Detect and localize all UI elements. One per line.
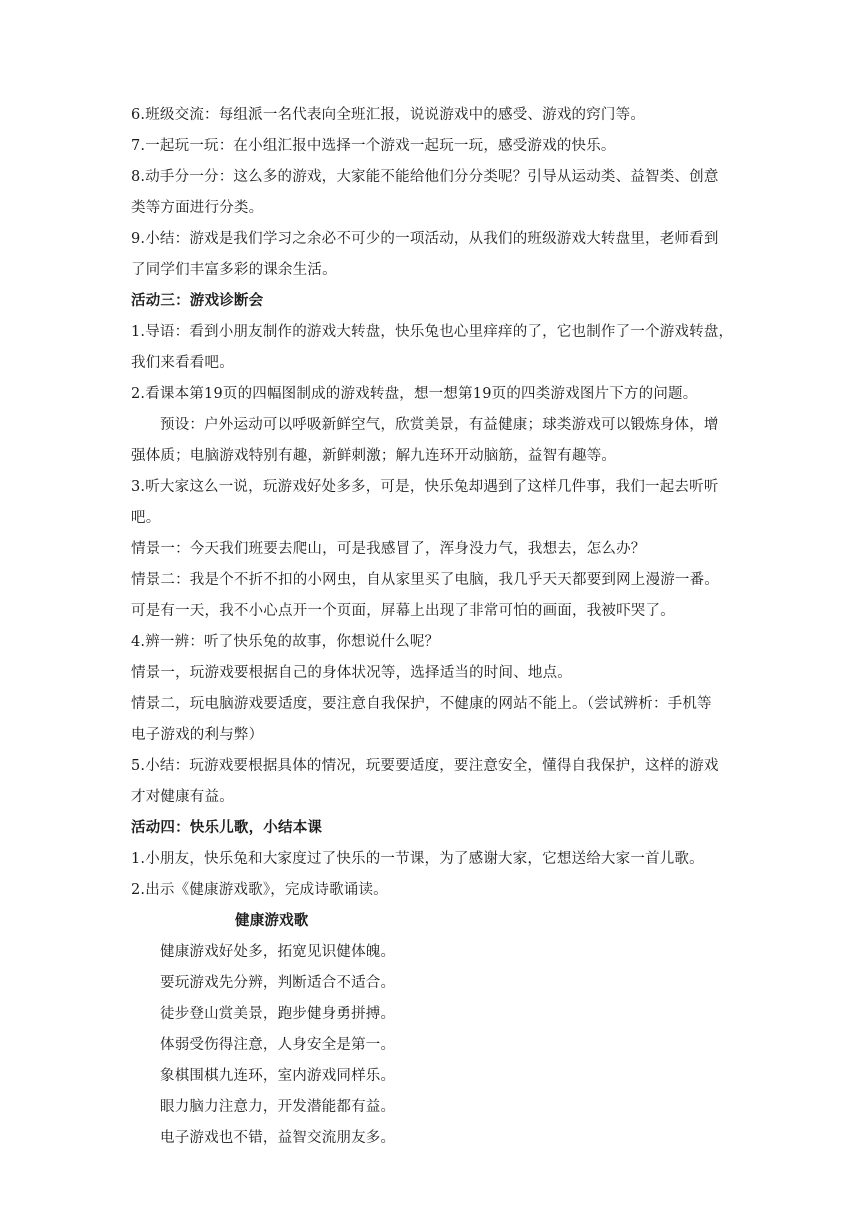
- paragraph-line: 1.导语：看到小朋友制作的游戏大转盘，快乐兔也心里痒痒的了，它也制作了一个游戏转盘，: [131, 324, 734, 340]
- paragraph-line: 8.动手分一分：这么多的游戏，大家能不能给他们分分类呢？引导从运动类、益智类、创意: [131, 169, 719, 185]
- section-heading: 活动三：游戏诊断会: [131, 293, 264, 309]
- paragraph-line: 强体质；电脑游戏特别有趣，新鲜刺激；解九连环开动脑筋，益智有趣等。: [131, 448, 617, 464]
- document-body: [131, 100, 734, 1154]
- poem-line: 眼力脑力注意力，开发潜能都有益。: [160, 1099, 396, 1115]
- paragraph-line: 情景一，玩游戏要根据自己的身体状况等，选择适当的时间、地点。: [131, 665, 572, 681]
- poem-line: 象棋围棋九连环，室内游戏同样乐。: [160, 1068, 396, 1084]
- paragraph-line: 9.小结：游戏是我们学习之余必不可少的一项活动，从我们的班级游戏大转盘里，老师看到: [131, 231, 719, 247]
- indented-paragraph-line: 预设：户外运动可以呼吸新鲜空气，欣赏美景，有益健康；球类游戏可以锻炼身体，增: [160, 417, 719, 433]
- poem-line: 电子游戏也不错，益智交流朋友多。: [160, 1130, 396, 1146]
- paragraph-line: 我们来看看吧。: [131, 355, 234, 371]
- poem-line: 体弱受伤得注意，人身安全是第一。: [160, 1037, 396, 1053]
- paragraph-line: 情景一：今天我们班要去爬山，可是我感冒了，浑身没力气，我想去，怎么办？: [131, 541, 646, 557]
- paragraph-line: 吧。: [131, 510, 161, 526]
- paragraph-line: 可是有一天，我不小心点开一个页面，屏幕上出现了非常可怕的画面，我被吓哭了。: [131, 603, 675, 619]
- poem-line: 健康游戏好处多，拓宽见识健体魄。: [160, 944, 396, 960]
- paragraph-line: 6.班级交流：每组派一名代表向全班汇报，说说游戏中的感受、游戏的窍门等。: [131, 107, 646, 123]
- paragraph-line: 4.辨一辨：听了快乐兔的故事，你想说什么呢？: [131, 634, 440, 650]
- paragraph-line: 情景二：我是个不折不扣的小网虫，自从家里买了电脑，我几乎天天都要到网上漫游一番。: [131, 572, 719, 588]
- paragraph-line: 才对健康有益。: [131, 789, 234, 805]
- paragraph-line: 情景二，玩电脑游戏要适度，要注意自我保护，不健康的网站不能上。（尝试辨析：手机等: [131, 696, 712, 712]
- poem-title: 健康游戏歌: [235, 913, 309, 929]
- paragraph-line: 2.看课本第19页的四幅图制成的游戏转盘，想一想第19页的四类游戏图片下方的问题。: [131, 386, 698, 402]
- paragraph-line: 3.听大家这么一说，玩游戏好处多多，可是，快乐兔却遇到了这样几件事，我们一起去听听: [131, 479, 719, 495]
- paragraph-line: 类等方面进行分类。: [131, 200, 264, 216]
- poem-line: 要玩游戏先分辨，判断适合不适合。: [160, 975, 396, 991]
- paragraph-line: 2.出示《健康游戏歌》，完成诗歌诵读。: [131, 882, 388, 898]
- poem-line: 徒步登山赏美景，跑步健身勇拼搏。: [160, 1006, 396, 1022]
- paragraph-line: 5.小结：玩游戏要根据具体的情况，玩要要适度，要注意安全，懂得自我保护，这样的游戏: [131, 758, 719, 774]
- section-heading: 活动四：快乐儿歌，小结本课: [131, 820, 323, 836]
- paragraph-line: 了同学们丰富多彩的课余生活。: [131, 262, 337, 278]
- paragraph-line: 电子游戏的利与弊）: [131, 727, 264, 743]
- paragraph-line: 7.一起玩一玩：在小组汇报中选择一个游戏一起玩一玩，感受游戏的快乐。: [131, 138, 616, 154]
- paragraph-line: 1.小朋友，快乐兔和大家度过了快乐的一节课，为了感谢大家，它想送给大家一首儿歌。: [131, 851, 704, 867]
